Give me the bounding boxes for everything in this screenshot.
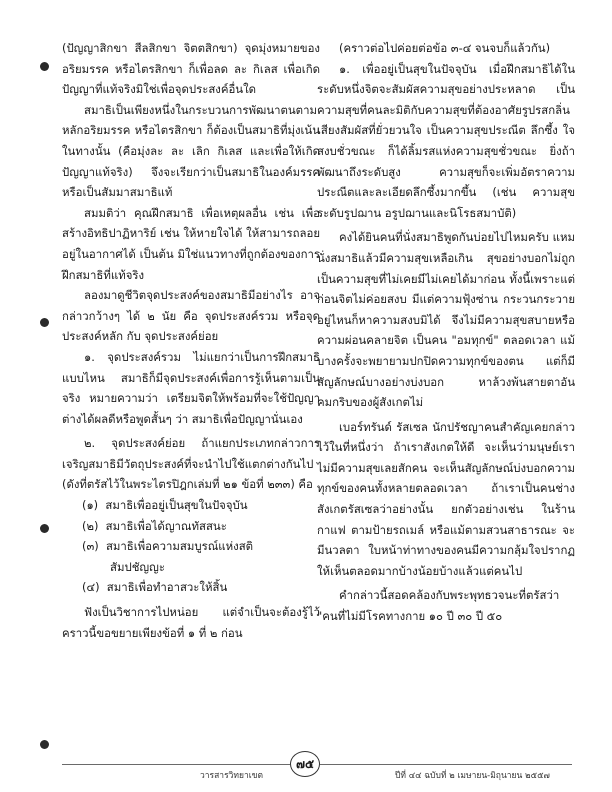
list-item-number: (๓) (82, 539, 99, 554)
list-item-text: สมาธิเพื่อทำอาสวะให้สิ้น (106, 580, 228, 595)
page-number-badge (290, 751, 320, 777)
left-paragraph-2: สมาธิเป็นเพียงหนึ่งในกระบวนการพัฒนาตนตามหลักอริยมรรค หรือไตรสิกขา ก็ต้องเป็นสมาธิที่มุ่งเน้นในทางนั้น (คือมุ่งละ ละ เลิก กิเลส และเพื่อให้เกิดปัญญาแท้จริง) จึงจะเรียกว่าเป็นสมาธิในองค์มรรค หรือเป็นสัมมาสมาธิแท้ (62, 102, 320, 200)
left-paragraph-1: (ปัญญาสิกขา สีลสิกขา จิตตสิกขา) จุดมุ่งหมายของอริยมรรค หรือไตรสิกขา ก็เพื่อลด ละ กิเลส เพื่อเกิดปัญญาที่แท้จริงมิใช่เพื่อจุดประสงค์อื่นใด (62, 41, 320, 97)
punch-hole-top (40, 62, 49, 71)
right-paragraph-1: (คราวต่อไปค่อยต่อข้อ ๓-๔ จนจบก็แล้วกัน) (339, 41, 551, 55)
left-column (62, 38, 320, 643)
journal-name: วารสารวิทยาเขต (200, 771, 264, 781)
list-item-text: สมาธิเพื่อความสมบูรณ์แห่งสติ (105, 539, 254, 554)
right-paragraph-4: เบอร์ทรันด์ รัสเซล นักปรัชญาคนสำคัญเคยกล่าวไว้ในที่หนึ่งว่า ถ้าเราสังเกตให้ดี จะเห็นว่ามนุษย์เราไม่มีความสุขเลยสักคน จะเห็นสัญลักษณ์บ่งบอกความทุกข์ของคนทั้งหลายตลอดเวลา ถ้าเราเป็นคนช่างสังเกตรัสเซลว่าอย่างนั้น ยกตัวอย่างเช่น ในร้านกาแฟ ตามป้ายรถเมล์ หรือแม้ตามสวนสาธารณะ จะมีนวลตา ใบหน้าท่าทางของคนมีความกลุ้มใจปรากฏให้เห็นตลอดมากบ้างน้อยบ้างแล้วแต่คนไป (317, 419, 575, 578)
issue-info: ปีที่ ๔๔ ฉบับที่ ๒ เมษายน-มิถุนายน ๒๕๕๗ (395, 771, 550, 781)
right-column (317, 38, 575, 627)
right-paragraph-5: คำกล่าวนี้สอดคล้องกับพระพุทธวจนะที่ตรัสว่า "คนที่ไม่มีโรคทางกาย ๑๐ ปี ๓๐ ปี ๕๐ (317, 588, 560, 624)
right-paragraph-2: ๑. เพื่ออยู่เป็นสุขในปัจจุบัน เมื่อฝึกสมาธิได้ในระดับหนึ่งจิตจะสัมผัสความสุขอย่างประหลาด เป็นความสุขที่คนละมิติกับความสุขที่ต้องอาศัยรูปรสกลิ่นเสียงสัมผัสที่ยั่วยวนใจ เป็นความสุขประณีต ลึกซึ้ง ใจสงบชั่วขณะ ก็ได้ลิ้มรสแห่งความสุขชั่วขณะ ยิ่งถ้าพัฒนาถึงระดับสูง ความสุขก็จะเพิ่มอัตราความประณีตและละเอียดลึกซึ้งมากขึ้น (เช่น ความสุขระดับรูปฌาน อรูปฌานและนิโรธสมาบัติ) (317, 61, 575, 220)
punch-hole-bottom (40, 740, 49, 749)
list-item-continuation: สัมปชัญญะ (110, 559, 165, 574)
list-item (62, 577, 320, 598)
list-item (62, 495, 320, 516)
left-paragraph-6: ๒. จุดประสงค์ย่อย ถ้าแยกประเภทกล่าวการเจริญสมาธิมีวัตถุประสงค์ที่จะนำไปใช้แตกต่างกันไป (ดังที่ตรัสไว้ในพระไตรปิฎกเล่มที่ ๒๑ ข้อที่ ๒๓๓) คือ (62, 436, 320, 492)
left-paragraph-4: ลองมาดูชีวิตจุดประสงค์ของสมาธิมีอย่างไร อาจกล่าวกว้างๆ ได้ ๒ นัย คือ จุดประสงค์รวม หรือจุดประสงค์หลัก กับ จุดประสงค์ย่อย (62, 288, 320, 344)
list-item-number: (๑) (82, 498, 99, 513)
punch-hole-lower (40, 524, 49, 533)
right-paragraph-3: คงได้ยินคนที่นั่งสมาธิพูดกันบ่อยไปไหมครับ แหม นั่งสมาธิแล้วมีความสุขเหลือเกิน สุขอย่างบอกไม่ถูก เป็นความสุขที่ไม่เคยมีไม่เคยได้มาก่อน ทั้งนี้เพราะแต่ก่อนจิตไม่ค่อยสงบ มีแต่ความฟุ้งซ่าน กระวนกระวาย อยู่ไหนก็หาความสงบมิได้ จึงไม่มีความสุขสบายหรือความผ่อนคลายจิต เป็นคน "อมทุกข์" ตลอดเวลา แม้บางครั้งจะพยายามปกปิดความทุกข์ของตน แต่ก็มีสัญลักษณ์บางอย่างบ่งบอก หาล้วงพ้นสายตาอันคมกริบของผู้สังเกตไม่ (317, 230, 575, 410)
list-item-number: (๒) (82, 518, 99, 533)
list-item-text: สมาธิเพื่ออยู่เป็นสุขในปัจจุบัน (105, 498, 248, 513)
list-item (62, 516, 320, 537)
left-paragraph-3: สมมติว่า คุณฝึกสมาธิ เพื่อเหตุผลอื่น เช่น เพื่อสร้างอิทธิปาฏิหาริย์ เช่น ให้หายใจได้ ให้สามารถลอยอยู่ในอากาศได้ เป็นต้น มิใช่แนวทางที่ถูกต้องของการฝึกสมาธิที่แท้จริง (62, 205, 320, 282)
punch-hole-middle (40, 318, 49, 327)
list-item-number: (๔) (82, 580, 100, 595)
purpose-list (62, 495, 320, 598)
list-item-text: สมาธิเพื่อได้ญาณทัสสนะ (105, 518, 227, 533)
list-item (62, 536, 320, 557)
left-paragraph-7: ฟังเป็นวิชาการไปหน่อย แต่จำเป็นจะต้องรู้ไว้ คราวนี้ขอขยายเพียงข้อที่ ๑ ที่ ๒ ก่อน (62, 605, 320, 640)
page-number: ๗๕ (295, 756, 315, 771)
left-paragraph-5: ๑. จุดประสงค์รวม ไม่แยกว่าเป็นการฝึกสมาธิแบบไหน สมาธิก็มีจุดประสงค์เพื่อการรู้เห็นตามเป็นจริง หมายความว่า เตรียมจิตให้พร้อมที่จะใช้ปัญญาต่างได้ผลดีหรือพูดสั้นๆ ว่า สมาธิเพื่อปัญญานั่นเอง (62, 349, 320, 426)
